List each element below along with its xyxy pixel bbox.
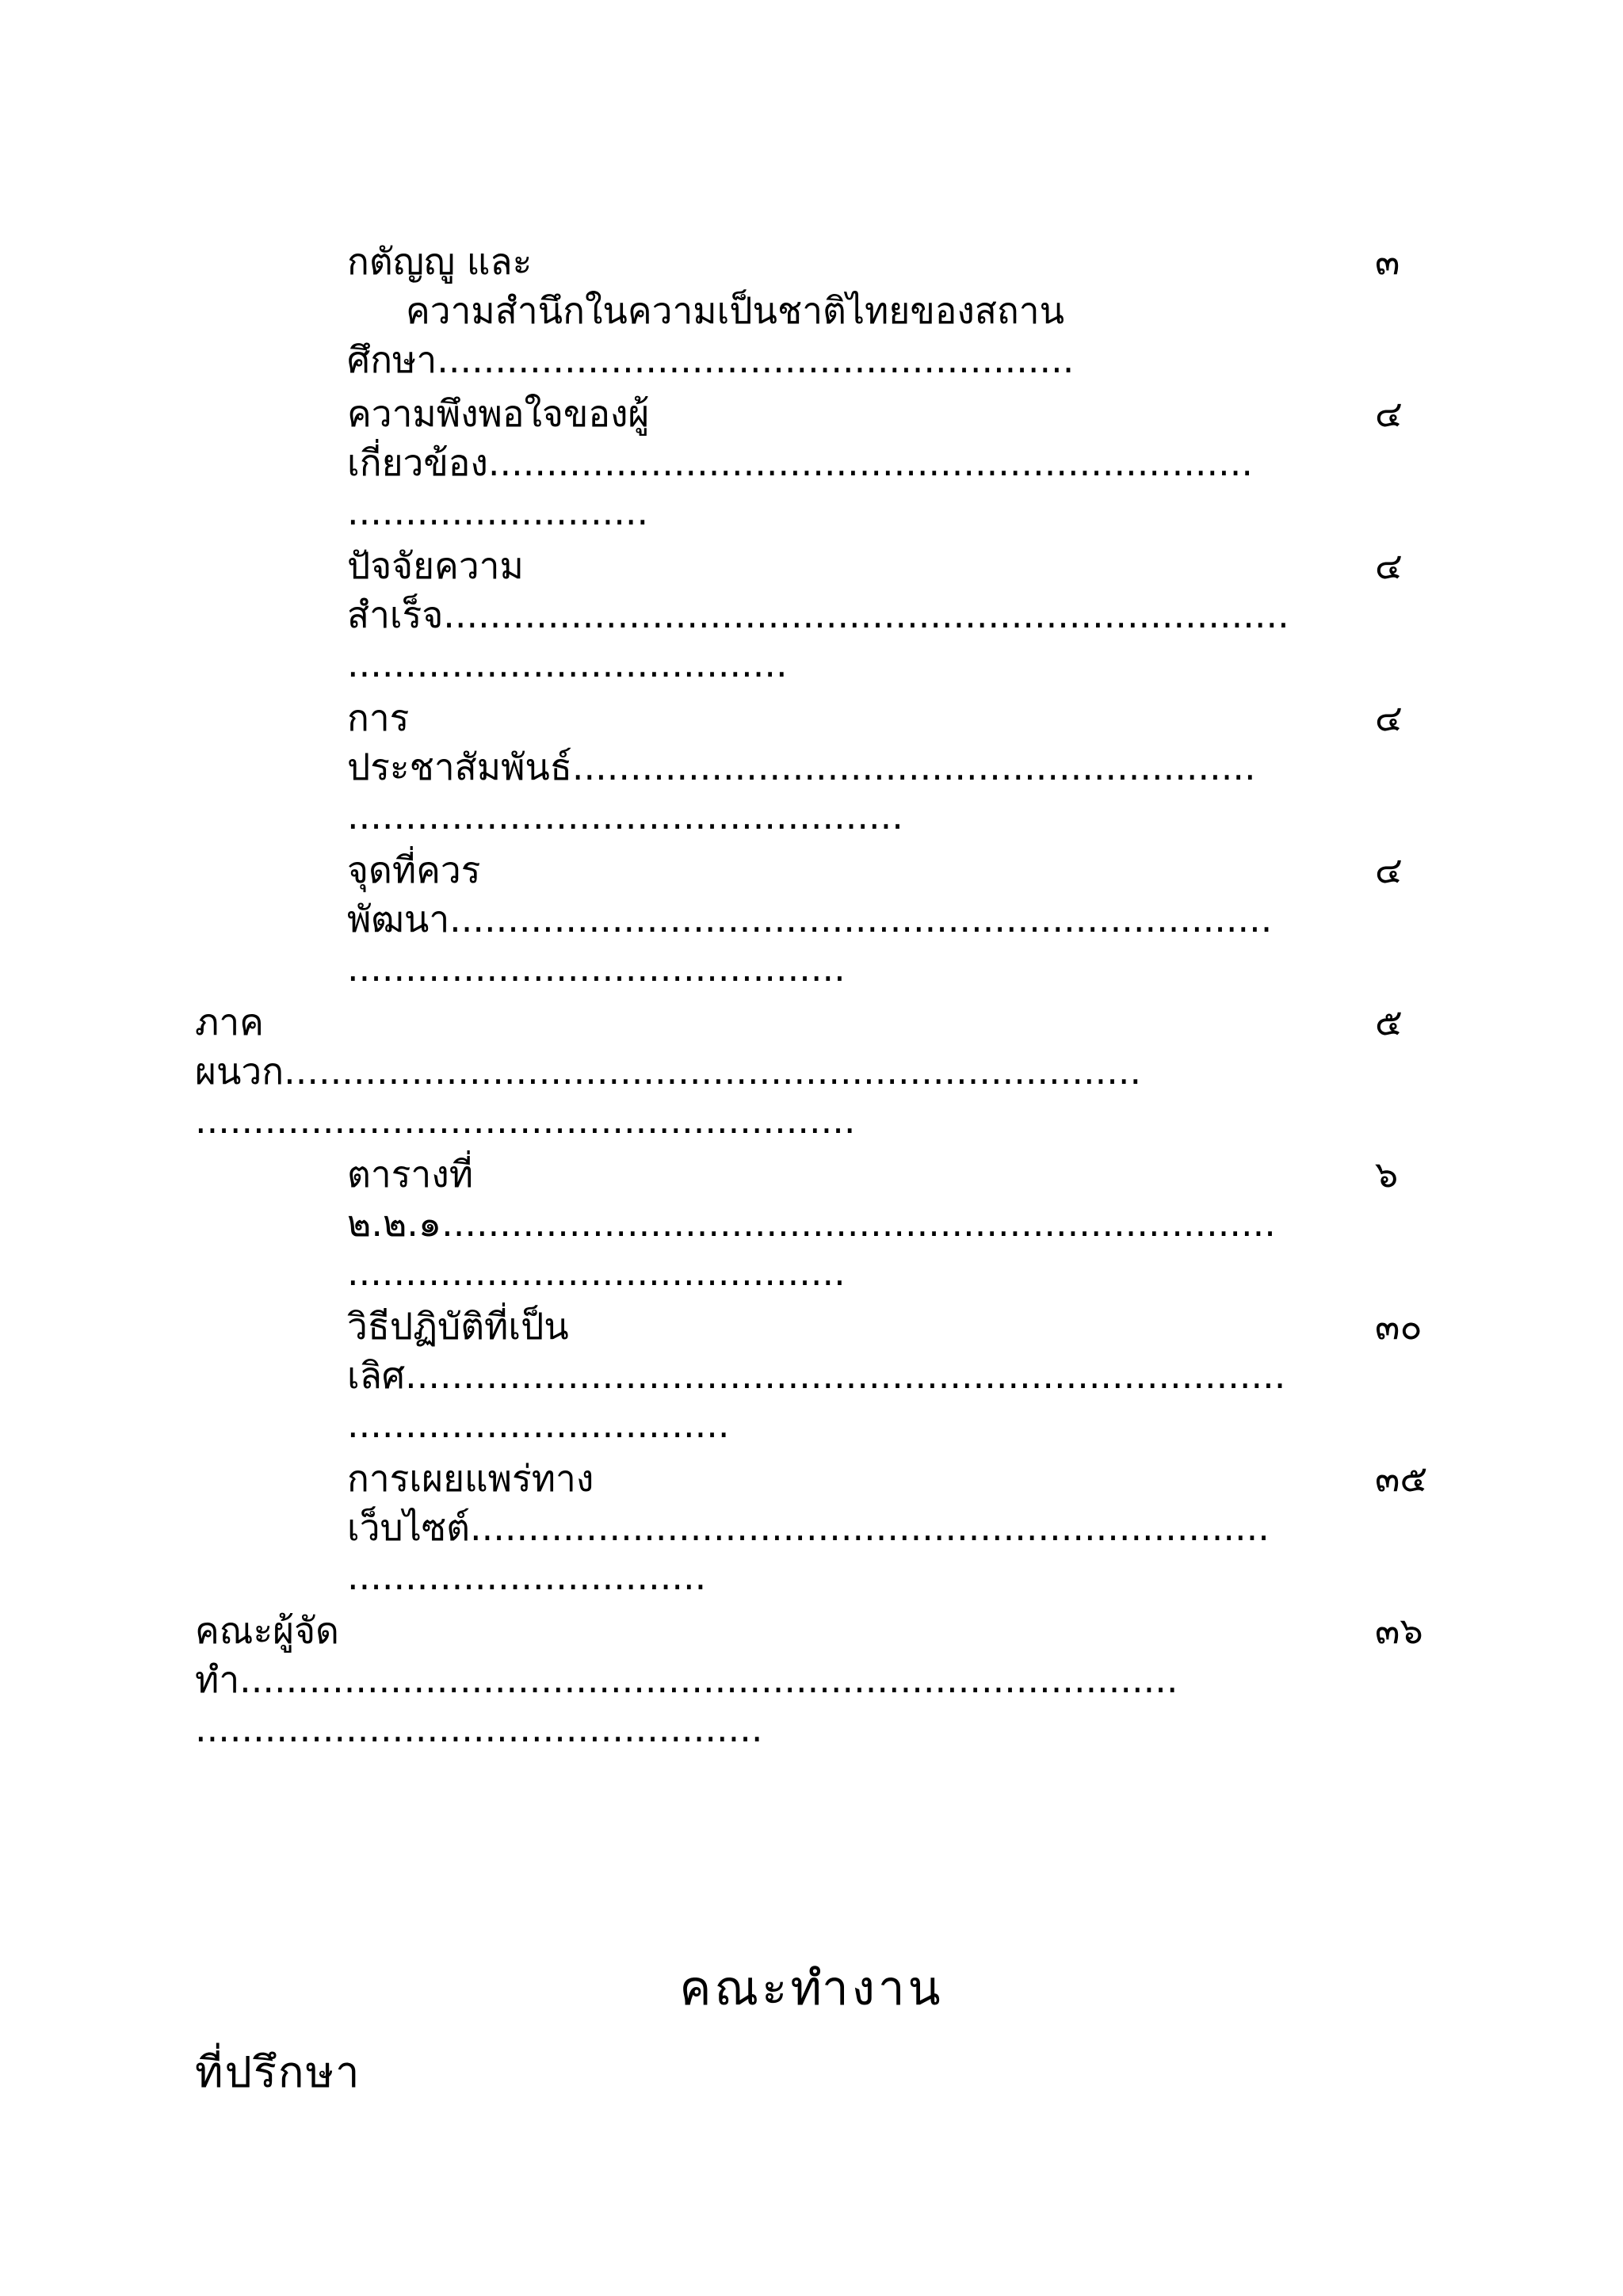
toc-entry-line: เว็บไซต์..................................................................... bbox=[347, 1506, 1270, 1549]
toc-entry-line: เลิศ............................................................................ bbox=[347, 1354, 1286, 1397]
toc-page-number: ๔ bbox=[1375, 392, 1403, 435]
toc-entry-line: ผนวก.......................................................................... bbox=[195, 1050, 1142, 1093]
toc-entry bbox=[0, 846, 1623, 997]
toc-entry-line: ................................. bbox=[347, 1403, 730, 1446]
toc-page-number: ๓๐ bbox=[1375, 1305, 1423, 1348]
toc-entry-line: พัฒนา....................................................................... bbox=[347, 898, 1273, 940]
toc-entry-line: เกี่ยวข้อง.................................................................. bbox=[347, 441, 1253, 484]
toc-page-number: ๓๖ bbox=[1375, 1609, 1423, 1652]
toc-entry-line: ........................................... bbox=[347, 1251, 846, 1294]
toc-entry-line: ประชาสัมพันธ์........................................................... bbox=[347, 746, 1256, 788]
toc-entry bbox=[0, 1150, 1623, 1301]
toc-entry-line: ๒.๒.๑........................................................................ bbox=[347, 1202, 1276, 1245]
toc-page-number: ๓ bbox=[1375, 240, 1400, 283]
toc-page-number: ๔ bbox=[1375, 849, 1403, 891]
toc-entry-line: การเผยแพร่ทาง bbox=[347, 1457, 594, 1500]
toc-page-number: ๔ bbox=[1375, 696, 1403, 739]
toc-page-number: ๕ bbox=[1375, 1001, 1403, 1043]
toc-entry bbox=[0, 694, 1623, 845]
toc-entry bbox=[0, 542, 1623, 692]
toc-entry-line: ........................................... bbox=[347, 947, 846, 990]
toc-entry bbox=[0, 1302, 1623, 1453]
toc-entry-line: ...................................... bbox=[347, 643, 788, 685]
toc-entry-line: ทำ................................................................................. bbox=[195, 1658, 1178, 1701]
toc-entry-line: ความสำนึกในความเป็นชาติไทยของสถาน bbox=[406, 289, 1065, 332]
toc-entry-line: ศึกษา....................................................... bbox=[347, 338, 1075, 381]
toc-entry bbox=[0, 1455, 1623, 1605]
section-heading: คณะทำงาน bbox=[679, 1961, 944, 2016]
toc-entry-line: กตัญญู และ bbox=[347, 240, 533, 283]
toc-page-number: ๖ bbox=[1375, 1153, 1399, 1196]
toc-entry-line: คณะผู้จัด bbox=[195, 1609, 339, 1652]
toc-entry-line: .......................... bbox=[347, 490, 649, 533]
toc-entry bbox=[0, 238, 1623, 388]
toc-entry-line: ตารางที่ bbox=[347, 1153, 474, 1196]
toc-entry bbox=[0, 390, 1623, 540]
toc-page-number: ๔ bbox=[1375, 544, 1403, 587]
toc-entry-line: สำเร็จ......................................................................... bbox=[347, 593, 1289, 636]
toc-entry-line: ปัจจัยความ bbox=[347, 544, 524, 587]
toc-entry-line: ................................................. bbox=[195, 1707, 763, 1750]
toc-entry-line: ......................................................... bbox=[195, 1099, 856, 1142]
toc-entry-line: ภาค bbox=[195, 1001, 264, 1043]
toc-entry-line: จุดที่ควร bbox=[347, 849, 481, 891]
toc-entry-line: การ bbox=[347, 696, 410, 739]
toc-entry bbox=[0, 998, 1623, 1149]
toc-page-number: ๓๕ bbox=[1375, 1457, 1428, 1500]
sub-heading: ที่ปรึกษา bbox=[195, 2047, 361, 2097]
toc-entry-line: ................................................ bbox=[347, 795, 903, 837]
toc-entry bbox=[0, 1607, 1623, 1757]
toc-entry-line: วิธีปฏิบัติที่เป็น bbox=[347, 1305, 569, 1348]
toc-entry-line: ความพึงพอใจของผู้ bbox=[347, 392, 650, 435]
toc-entry-line: ............................... bbox=[347, 1555, 707, 1598]
